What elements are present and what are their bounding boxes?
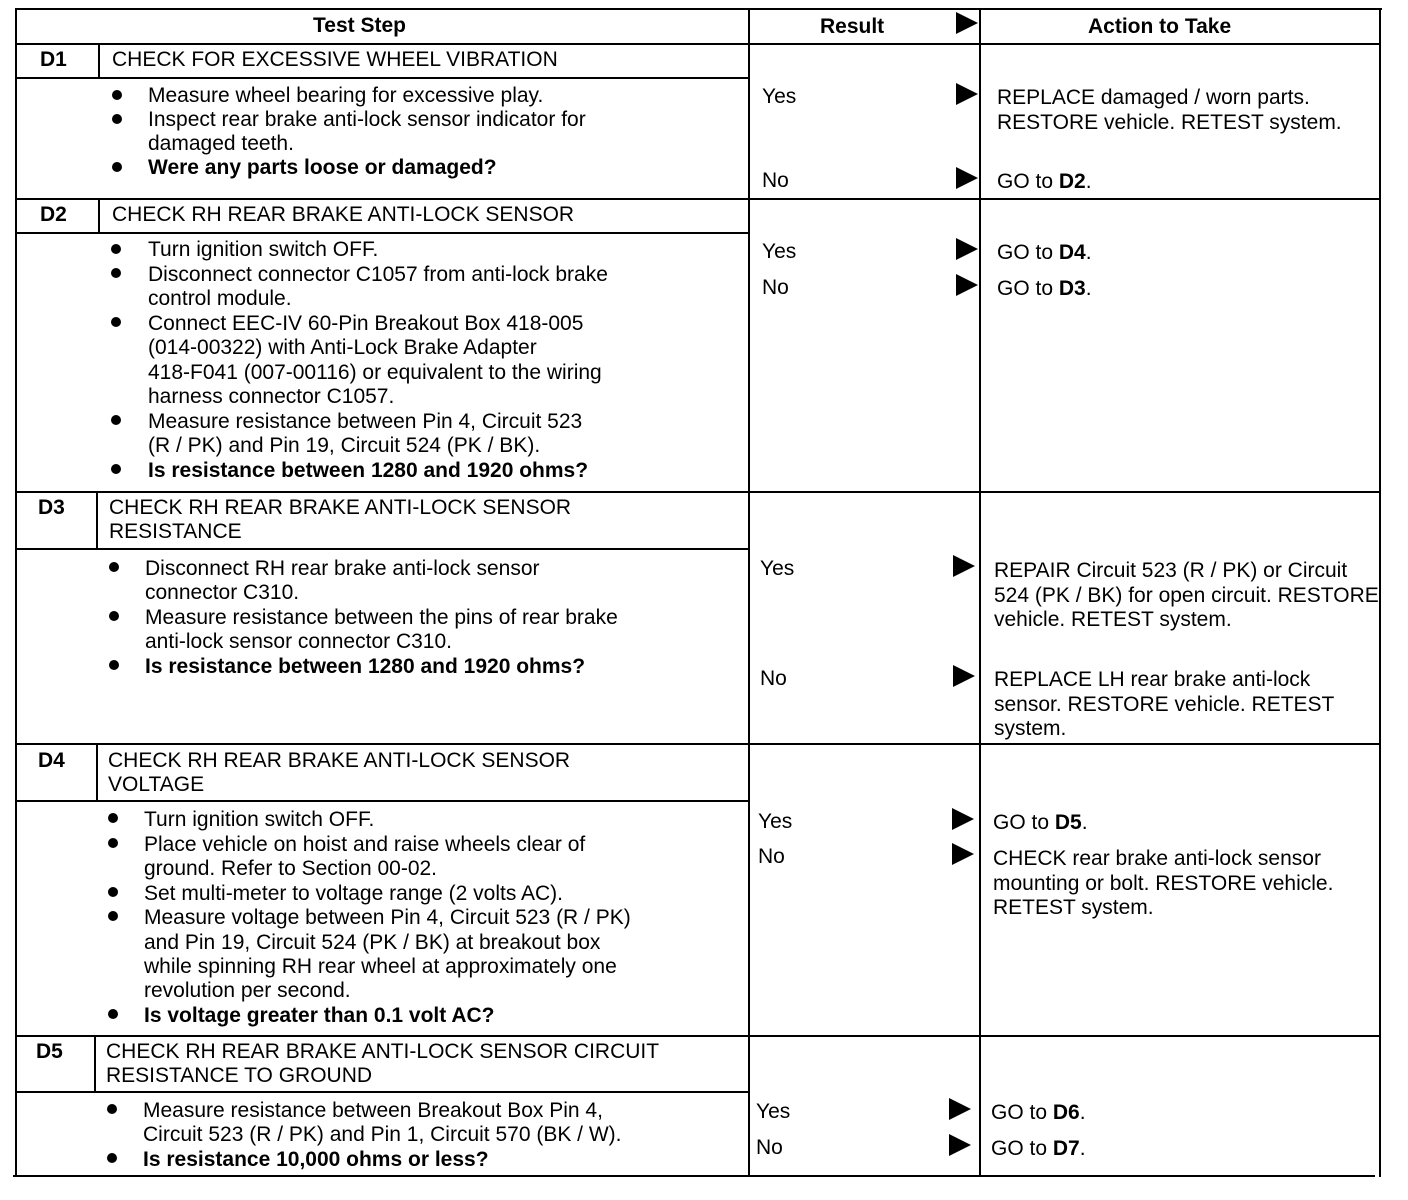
bullet-icon xyxy=(109,660,119,670)
d3-bullet1-line2: connector C310. xyxy=(145,581,300,604)
bullet-icon xyxy=(108,838,118,848)
d4-yes-arrow-icon xyxy=(952,808,974,830)
d3-bullet2-line2: anti-lock sensor connector C310. xyxy=(145,630,452,653)
d2-bullet3-line1: Connect EEC-IV 60-Pin Breakout Box 418-005 xyxy=(148,312,584,335)
d3-result-yes: Yes xyxy=(760,557,795,580)
step-title-d5-line2: RESISTANCE TO GROUND xyxy=(106,1064,373,1087)
d2-bullet3-line2: (014-00322) with Anti-Lock Brake Adapter xyxy=(148,336,537,359)
d4-bullet4-line4: revolution per second. xyxy=(144,979,351,1002)
step-title-d1: CHECK FOR EXCESSIVE WHEEL VIBRATION xyxy=(112,48,558,71)
bullet-icon xyxy=(108,911,118,921)
step-title-d3-line2: RESISTANCE xyxy=(109,520,242,543)
d2-bullet4-line2: (R / PK) and Pin 19, Circuit 524 (PK / BK). xyxy=(148,434,541,457)
d3-question: Is resistance between 1280 and 1920 ohms? xyxy=(145,655,586,678)
d4-bullet3-line1: Set multi-meter to voltage range (2 volts AC). xyxy=(144,882,564,905)
sep-d3 xyxy=(15,491,1381,493)
sep-d5 xyxy=(15,1035,1381,1037)
d1-bullet2-line2: damaged teeth. xyxy=(148,132,294,155)
d4-question: Is voltage greater than 0.1 volt AC? xyxy=(144,1004,495,1027)
title-rule-d4 xyxy=(15,800,749,802)
d3-yes-arrow-icon xyxy=(953,555,975,577)
d4-bullet4-line2: and Pin 19, Circuit 524 (PK / BK) at breakout box xyxy=(144,931,601,954)
bullet-icon xyxy=(111,244,121,254)
d1-action-yes: REPLACE damaged / worn parts. RESTORE vehicle. RETEST system. xyxy=(997,86,1342,134)
header-result: Result xyxy=(820,15,885,38)
col-divider-1 xyxy=(748,8,750,1177)
d1-bullet1-line1: Measure wheel bearing for excessive play. xyxy=(148,84,544,107)
step-title-d5-line1: CHECK RH REAR BRAKE ANTI-LOCK SENSOR CIRCUIT xyxy=(106,1040,660,1063)
d3-bullet2-line1: Measure resistance between the pins of rear brake xyxy=(145,606,618,629)
frame-left xyxy=(15,8,17,1177)
d5-bullet1-line1: Measure resistance between Breakout Box Pin 4, xyxy=(143,1099,603,1122)
header-rule xyxy=(15,43,1381,45)
d4-action-no: CHECK rear brake anti-lock sensor mounting or bolt. RESTORE vehicle. RETEST system. xyxy=(993,847,1334,919)
d2-bullet2-line2: control module. xyxy=(148,287,292,310)
d2-result-no: No xyxy=(762,276,789,299)
col-divider-2 xyxy=(979,8,981,1177)
idbox-d3 xyxy=(96,491,98,549)
d4-result-yes: Yes xyxy=(758,810,793,833)
d2-action-no: GO to D3. xyxy=(997,277,1092,300)
step-id-d5: D5 xyxy=(36,1040,63,1063)
title-rule-d2 xyxy=(15,232,749,234)
d5-result-yes: Yes xyxy=(756,1100,791,1123)
step-id-d2: D2 xyxy=(40,203,67,226)
d4-action-yes: GO to D5. xyxy=(993,811,1088,834)
bullet-icon xyxy=(108,887,118,897)
idbox-d1 xyxy=(98,43,100,78)
bullet-icon xyxy=(112,162,122,172)
d2-bullet3-line3: 418-F041 (007-00116) or equivalent to the wiring xyxy=(148,361,602,384)
d1-yes-arrow-icon xyxy=(956,83,978,105)
d1-bullet2-line1: Inspect rear brake anti-lock sensor indicator for xyxy=(148,108,586,131)
d2-bullet4-line1: Measure resistance between Pin 4, Circuit 523 xyxy=(148,410,583,433)
bullet-icon xyxy=(111,268,121,278)
header-action: Action to Take xyxy=(1088,15,1232,38)
d2-no-arrow-icon xyxy=(956,274,978,296)
d3-action-yes: REPAIR Circuit 523 (R / PK) or Circuit 524 (PK / BK) for open circuit. RESTORE vehicle. RETEST system. xyxy=(994,559,1379,631)
d3-action-no: REPLACE LH rear brake anti-lock sensor. RESTORE vehicle. RETEST system. xyxy=(994,668,1335,740)
d5-question: Is resistance 10,000 ohms or less? xyxy=(143,1148,489,1171)
d2-bullet2-line1: Disconnect connector C1057 from anti-lock brake xyxy=(148,263,608,286)
d5-result-no: No xyxy=(756,1136,783,1159)
d5-no-arrow-icon xyxy=(949,1134,971,1156)
d4-bullet1-line1: Turn ignition switch OFF. xyxy=(144,808,375,831)
d2-bullet1-line1: Turn ignition switch OFF. xyxy=(148,238,379,261)
step-title-d3-line1: CHECK RH REAR BRAKE ANTI-LOCK SENSOR xyxy=(109,496,572,519)
bullet-icon xyxy=(111,415,121,425)
title-rule-d3 xyxy=(15,548,749,550)
d4-bullet4-line1: Measure voltage between Pin 4, Circuit 523 (R / PK) xyxy=(144,906,631,929)
sep-d4 xyxy=(15,743,1381,745)
bullet-icon xyxy=(112,114,122,124)
bullet-icon xyxy=(107,1104,117,1114)
d2-result-yes: Yes xyxy=(762,240,797,263)
step-id-d1: D1 xyxy=(40,48,67,71)
d3-bullet1-line1: Disconnect RH rear brake anti-lock sensor xyxy=(145,557,540,580)
d4-bullet4-line3: while spinning RH rear wheel at approximately one xyxy=(144,955,617,978)
frame-top xyxy=(15,8,1382,10)
d2-yes-arrow-icon xyxy=(956,238,978,260)
header-test-step: Test Step xyxy=(313,14,406,37)
d4-no-arrow-icon xyxy=(952,843,974,865)
d5-yes-arrow-icon xyxy=(949,1098,971,1120)
title-rule-d5 xyxy=(15,1091,749,1093)
d2-question: Is resistance between 1280 and 1920 ohms? xyxy=(148,459,589,482)
d3-no-arrow-icon xyxy=(953,665,975,687)
d2-action-yes: GO to D4. xyxy=(997,241,1092,264)
bullet-icon xyxy=(112,90,122,100)
d5-action-yes: GO to D6. xyxy=(991,1101,1086,1124)
step-title-d4-line1: CHECK RH REAR BRAKE ANTI-LOCK SENSOR xyxy=(108,749,571,772)
d1-no-arrow-icon xyxy=(956,167,978,189)
step-title-d4-line2: VOLTAGE xyxy=(108,773,205,796)
d1-question: Were any parts loose or damaged? xyxy=(148,156,497,179)
d5-action-no: GO to D7. xyxy=(991,1137,1086,1160)
step-title-d2: CHECK RH REAR BRAKE ANTI-LOCK SENSOR xyxy=(112,203,575,226)
bullet-icon xyxy=(109,611,119,621)
d1-result-no: No xyxy=(762,169,789,192)
bullet-icon xyxy=(111,317,121,327)
d4-bullet2-line1: Place vehicle on hoist and raise wheels clear of xyxy=(144,833,586,856)
step-id-d4: D4 xyxy=(38,749,65,772)
d4-result-no: No xyxy=(758,845,785,868)
header-arrow-icon xyxy=(956,12,978,34)
idbox-d5 xyxy=(94,1035,96,1092)
sep-d2 xyxy=(15,198,1381,200)
d1-result-yes: Yes xyxy=(762,85,797,108)
frame-bottom xyxy=(13,1175,1375,1177)
bullet-icon xyxy=(107,1153,117,1163)
d5-bullet1-line2: Circuit 523 (R / PK) and Pin 1, Circuit 570 (BK / W). xyxy=(143,1123,622,1146)
bullet-icon xyxy=(108,1009,118,1019)
bullet-icon xyxy=(109,562,119,572)
idbox-d2 xyxy=(98,198,100,233)
step-id-d3: D3 xyxy=(38,496,65,519)
title-rule-d1 xyxy=(15,77,749,79)
bullet-icon xyxy=(108,813,118,823)
frame-right xyxy=(1379,8,1381,1177)
d1-action-no: GO to D2. xyxy=(997,170,1092,193)
d2-bullet3-line4: harness connector C1057. xyxy=(148,385,395,408)
d3-result-no: No xyxy=(760,667,787,690)
bullet-icon xyxy=(111,464,121,474)
idbox-d4 xyxy=(96,743,98,801)
d4-bullet2-line2: ground. Refer to Section 00-02. xyxy=(144,857,438,880)
